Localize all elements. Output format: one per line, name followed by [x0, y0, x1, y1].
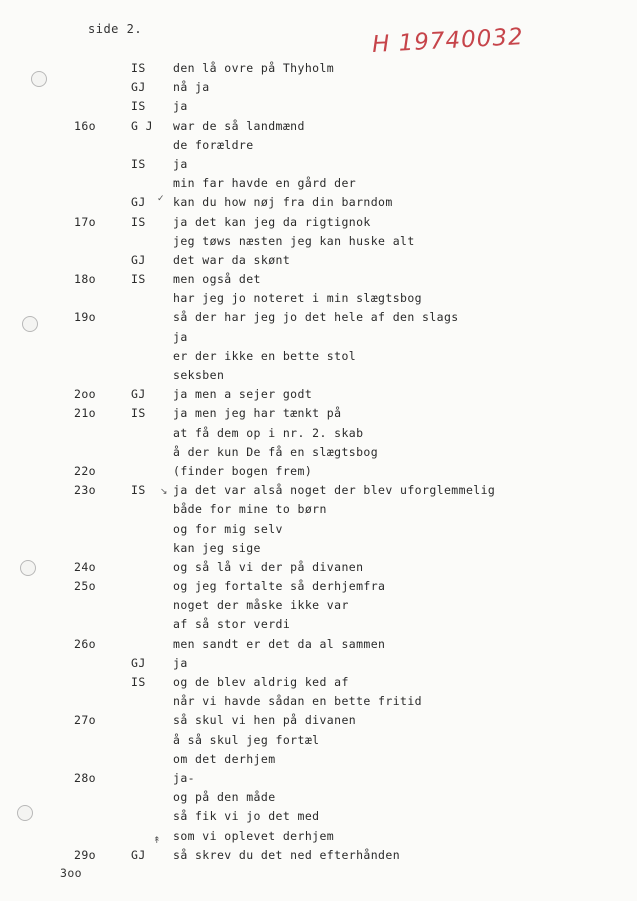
line-text: og på den måde — [173, 790, 276, 805]
line-text: og for mig selv — [173, 521, 283, 536]
speaker-code: IS — [131, 214, 146, 229]
line-number: 17o — [74, 214, 96, 229]
line-text: seksben — [173, 368, 225, 382]
transcript-line — [0, 251, 637, 270]
line-text: ja men jeg har tænkt på — [173, 406, 342, 421]
transcript-line — [0, 385, 637, 404]
speaker-code: GJ — [131, 655, 146, 670]
transcript-line — [0, 788, 637, 807]
transcript-line — [0, 117, 637, 136]
transcript-line — [0, 308, 637, 327]
line-text: er der ikke en bette stol — [173, 348, 357, 363]
transcript-line — [0, 193, 637, 212]
line-text: nå ja — [173, 80, 210, 95]
transcript-line — [0, 155, 637, 174]
line-text: det war da skønt — [173, 252, 291, 267]
pencil-mark: ↘ — [160, 487, 168, 497]
speaker-code: GJ — [131, 847, 146, 862]
line-text: har jeg jo noteret i min slægtsbog — [173, 291, 423, 306]
line-text: ja — [173, 99, 188, 114]
transcript-line — [0, 424, 637, 443]
page-label: side 2. — [88, 22, 143, 36]
transcript-line — [0, 500, 637, 519]
transcript-lines — [0, 59, 637, 865]
transcript-line — [0, 827, 637, 846]
line-text: ja — [173, 655, 188, 670]
line-number: 2oo — [74, 387, 96, 402]
line-number: 22o — [74, 463, 96, 478]
transcript-line — [0, 654, 637, 673]
line-number: 26o — [74, 636, 96, 651]
transcript-line — [0, 558, 637, 577]
transcript-line — [0, 769, 637, 788]
line-text: noget der måske ikke var — [173, 598, 349, 613]
line-text: ja — [173, 156, 188, 171]
speaker-code: GJ — [131, 252, 146, 267]
transcript-line — [0, 347, 637, 366]
line-text: både for mine to børn — [173, 502, 327, 517]
speaker-code: IS — [131, 272, 146, 287]
line-text: (finder bogen frem) — [173, 463, 313, 478]
transcript-line — [0, 692, 637, 711]
transcript-line — [0, 520, 637, 539]
line-text: men også det — [173, 272, 261, 287]
line-text: og så lå vi der på divanen — [173, 559, 364, 574]
transcript-line — [0, 404, 637, 423]
transcript-line — [0, 232, 637, 251]
line-number: 19o — [74, 310, 96, 325]
transcript-line — [0, 615, 637, 634]
margin-number: 3oo — [60, 866, 82, 880]
speaker-code: GJ — [131, 195, 146, 210]
speaker-code: GJ — [131, 80, 146, 95]
transcript-line — [0, 328, 637, 347]
line-number: 16o — [74, 118, 96, 133]
line-text: når vi havde sådan en bette fritid — [173, 694, 423, 709]
line-text: så der har jeg jo det hele af den slags — [173, 310, 459, 325]
line-text: de forældre — [173, 137, 254, 152]
line-text: og de blev aldrig ked af — [173, 675, 349, 689]
line-number: 23o — [74, 483, 96, 498]
line-text: ja det var alså noget der blev uforglemmelig — [173, 483, 496, 498]
transcript-line — [0, 539, 637, 558]
line-number: 18o — [74, 272, 96, 287]
line-text: ja- — [173, 770, 195, 785]
speaker-code: IS — [131, 483, 146, 498]
transcript-line — [0, 289, 637, 308]
line-text: war de så landmænd — [173, 118, 305, 133]
transcript-line — [0, 462, 637, 481]
line-text: så fik vi jo det med — [173, 809, 320, 824]
transcript-line — [0, 78, 637, 97]
line-text: jeg tøws næsten jeg kan huske alt — [173, 233, 415, 248]
pencil-mark: ↟ — [153, 836, 161, 846]
archive-number: H 19740032 — [371, 24, 525, 58]
transcript-line — [0, 750, 637, 769]
speaker-code: IS — [131, 406, 146, 421]
speaker-code: IS — [131, 156, 146, 171]
line-text: ja det kan jeg da rigtignok — [173, 214, 371, 229]
line-text: men sandt er det da al sammen — [173, 636, 386, 651]
transcript-line — [0, 366, 637, 385]
line-text: og jeg fortalte så derhjemfra — [173, 579, 386, 594]
line-text: å så skul jeg fortæl — [173, 732, 320, 747]
line-text: min far havde en gård der — [173, 176, 357, 191]
transcript-line — [0, 481, 637, 500]
transcript-line — [0, 174, 637, 193]
line-text: den lå ovre på Thyholm — [173, 61, 335, 75]
speaker-code: G J — [131, 118, 153, 133]
line-text: ja — [173, 329, 188, 344]
speaker-code: IS — [131, 99, 146, 114]
speaker-code: GJ — [131, 387, 146, 402]
line-text: så skrev du det ned efterhånden — [173, 847, 401, 862]
transcript-line — [0, 136, 637, 155]
transcript-line — [0, 635, 637, 654]
transcript-line — [0, 270, 637, 289]
transcript-line — [0, 577, 637, 596]
line-number: 25o — [74, 579, 96, 594]
speaker-code: IS — [131, 675, 146, 689]
line-text: som vi oplevet derhjem — [173, 828, 335, 843]
transcript-line — [0, 846, 637, 865]
transcript-line — [0, 443, 637, 462]
transcript-line — [0, 97, 637, 116]
line-text: af så stor verdi — [173, 617, 291, 632]
line-number: 29o — [74, 847, 96, 862]
line-text: at få dem op i nr. 2. skab — [173, 425, 364, 440]
transcript-line — [0, 711, 637, 730]
transcript-line — [0, 807, 637, 826]
transcript-line — [0, 213, 637, 232]
pencil-mark: ✓ — [157, 194, 165, 204]
transcript-line — [0, 731, 637, 750]
line-text: å der kun De få en slægtsbog — [173, 444, 379, 459]
line-text: kan du how nøj fra din barndom — [173, 195, 393, 210]
transcript-line — [0, 673, 637, 692]
line-text: så skul vi hen på divanen — [173, 713, 357, 728]
line-number: 28o — [74, 770, 96, 785]
speaker-code: IS — [131, 61, 146, 75]
line-number: 27o — [74, 713, 96, 728]
line-number: 24o — [74, 559, 96, 574]
transcript-line — [0, 596, 637, 615]
line-text: ja men a sejer godt — [173, 387, 313, 402]
line-number: 21o — [74, 406, 96, 421]
line-text: om det derhjem — [173, 751, 276, 766]
line-text: kan jeg sige — [173, 540, 261, 555]
transcript-line — [0, 59, 637, 78]
